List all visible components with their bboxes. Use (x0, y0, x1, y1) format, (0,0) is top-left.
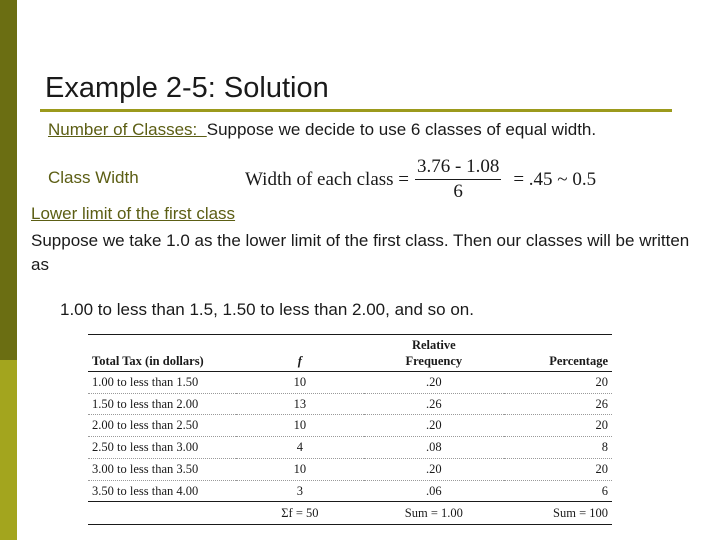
header-percentage: Percentage (504, 335, 612, 372)
total-percentage: Sum = 100 (504, 502, 612, 525)
cell-percentage: 8 (504, 437, 612, 459)
cell-tax: 2.00 to less than 2.50 (88, 415, 236, 437)
classes-list-line: 1.00 to less than 1.5, 1.50 to less than 2.00, and so on. (60, 300, 474, 319)
cell-tax: 1.50 to less than 2.00 (88, 393, 236, 415)
table-row (88, 437, 612, 459)
class-width-label: Class Width (48, 168, 139, 187)
formula-rhs: = .45 ~ 0.5 (513, 169, 597, 190)
cell-frequency: 10 (236, 372, 363, 394)
cell-frequency: 10 (236, 415, 363, 437)
cell-tax: 2.50 to less than 3.00 (88, 437, 236, 459)
lower-limit-heading: Lower limit of the first class (31, 204, 236, 223)
cell-relative-frequency: .08 (364, 437, 504, 459)
header-f-symbol: f (297, 354, 302, 368)
title-underline-rule (40, 109, 672, 112)
cell-relative-frequency: .20 (364, 372, 504, 394)
number-of-classes-line (48, 120, 596, 140)
cell-relative-frequency: .06 (364, 480, 504, 502)
table-row (88, 372, 612, 394)
cell-frequency: 3 (236, 480, 363, 502)
table-totals-row (88, 502, 612, 525)
cell-tax: 3.50 to less than 4.00 (88, 480, 236, 502)
header-frequency (236, 335, 363, 372)
header-relative-line1: Relative (411, 338, 456, 352)
number-of-classes-label: Number of Classes: (48, 120, 207, 139)
formula-lhs: Width of each class = (245, 169, 410, 190)
slide-title: Example 2-5: Solution (45, 72, 329, 104)
cell-frequency: 10 (236, 458, 363, 480)
total-relative-frequency: Sum = 1.00 (364, 502, 504, 525)
header-relative-line2: Frequency (405, 354, 463, 368)
table-row (88, 480, 612, 502)
sidebar-accent-top (0, 0, 17, 360)
header-total-tax: Total Tax (in dollars) (88, 335, 236, 372)
formula-numerator: 3.76 - 1.08 (415, 156, 501, 180)
cell-totals-empty (88, 502, 236, 525)
lower-limit-paragraph: Suppose we take 1.0 as the lower limit of the first class. Then our classes will be written as (31, 231, 690, 274)
cell-relative-frequency: .20 (364, 415, 504, 437)
class-width-formula (245, 153, 596, 207)
table-row (88, 415, 612, 437)
total-frequency: Σf = 50 (236, 502, 363, 525)
table-row (88, 458, 612, 480)
frequency-table (88, 334, 612, 525)
table-row (88, 393, 612, 415)
cell-relative-frequency: .20 (364, 458, 504, 480)
formula-denominator: 6 (453, 181, 463, 202)
cell-percentage: 6 (504, 480, 612, 502)
cell-percentage: 20 (504, 415, 612, 437)
number-of-classes-text: Suppose we decide to use 6 classes of equal width. (206, 120, 597, 139)
sidebar-accent-bottom (0, 360, 17, 540)
header-relative-frequency (364, 335, 504, 372)
cell-percentage: 20 (504, 458, 612, 480)
cell-frequency: 13 (236, 393, 363, 415)
cell-relative-frequency: .26 (364, 393, 504, 415)
cell-percentage: 20 (504, 372, 612, 394)
cell-frequency: 4 (236, 437, 363, 459)
cell-tax: 3.00 to less than 3.50 (88, 458, 236, 480)
cell-tax: 1.00 to less than 1.50 (88, 372, 236, 394)
cell-percentage: 26 (504, 393, 612, 415)
formula-fraction (415, 156, 501, 204)
table-header-row (88, 335, 612, 372)
